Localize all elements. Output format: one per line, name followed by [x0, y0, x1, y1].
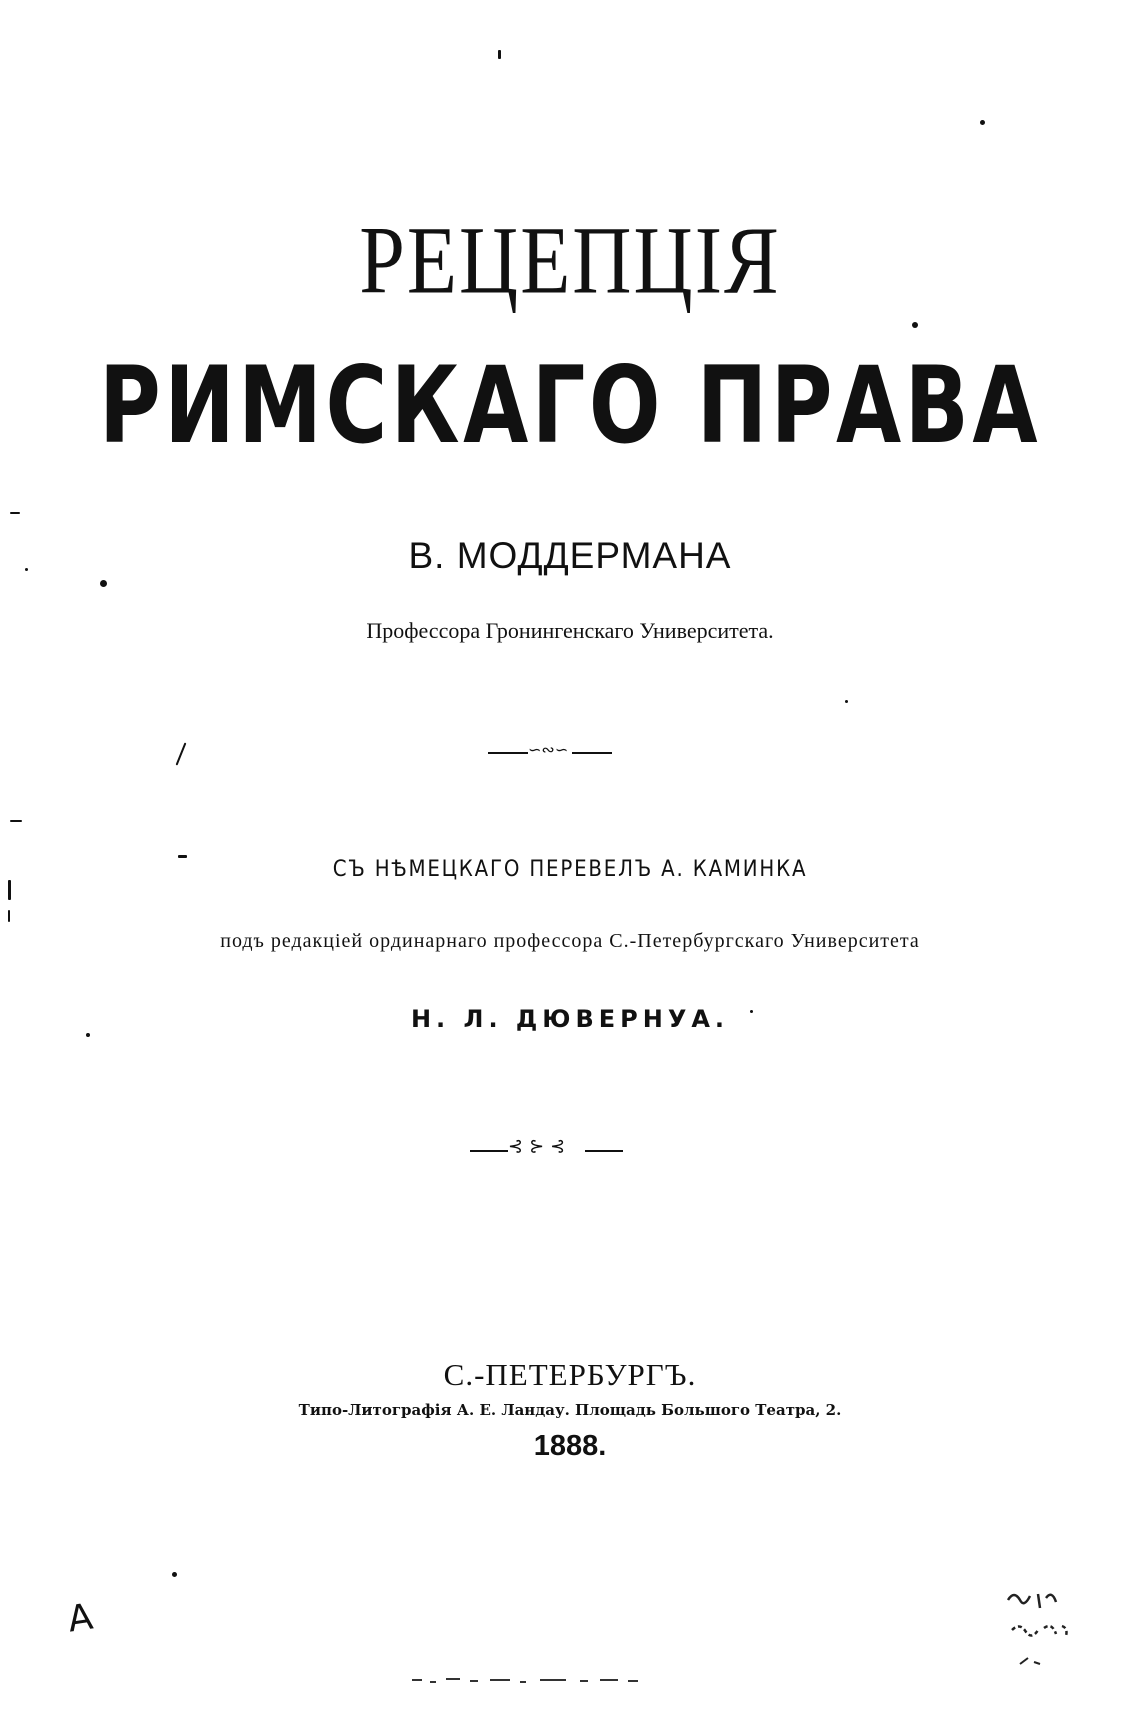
lower-ornament-rule-right — [585, 1150, 623, 1152]
scan-speck — [10, 512, 20, 514]
editor-name: Н. Л. ДЮВЕРНУА. — [410, 1005, 730, 1033]
scan-speck — [498, 50, 501, 59]
publication-city: С.-ПЕТЕРБУРГЪ. — [443, 1357, 697, 1392]
upper-ornament-icon: ∽∾∽ — [528, 740, 569, 759]
library-stamp-icon: A — [65, 1596, 96, 1641]
lower-ornament-icon: ⊰⊱⊰ — [508, 1136, 572, 1157]
author-name: В. МОДДЕРМАНА — [408, 535, 732, 576]
handwritten-marks-icon — [1000, 1580, 1100, 1680]
author-position: Профессора Гронингенскаго Университета. — [366, 618, 774, 643]
upper-ornament-rule-right — [572, 752, 612, 754]
scan-speck — [912, 322, 918, 328]
scan-speck — [86, 1033, 90, 1037]
upper-ornament-rule-left — [488, 752, 528, 754]
scan-speck — [750, 1010, 753, 1013]
scan-speck — [100, 580, 107, 587]
scan-speck — [8, 910, 10, 922]
scan-speck — [172, 1572, 177, 1577]
lower-ornament-rule-left — [470, 1150, 508, 1152]
publication-year: 1888. — [533, 1430, 607, 1462]
scan-speck — [845, 700, 848, 703]
title-line-1: РЕЦЕПЦІЯ — [359, 206, 781, 314]
scan-speck — [10, 820, 22, 822]
editor-line: подъ редакціей ординарнаго профессора С.-Петербургскаго Университета — [220, 930, 920, 952]
printer-line: Типо-Литографія А. Е. Ландау. Площадь Большого Театра, 2. — [298, 1401, 842, 1419]
title-line-2: РИМСКАГО ПРАВА — [99, 345, 1041, 469]
translator-line: СЪ НѢМЕЦКАГО ПЕРЕВЕЛЪ А. КАМИНКА — [332, 857, 808, 882]
scan-speck — [25, 568, 28, 571]
faint-ink-marks — [410, 1668, 650, 1692]
scan-speck — [178, 855, 187, 858]
scan-speck — [8, 880, 11, 900]
scan-speck — [980, 120, 985, 125]
scan-speck — [176, 742, 187, 765]
